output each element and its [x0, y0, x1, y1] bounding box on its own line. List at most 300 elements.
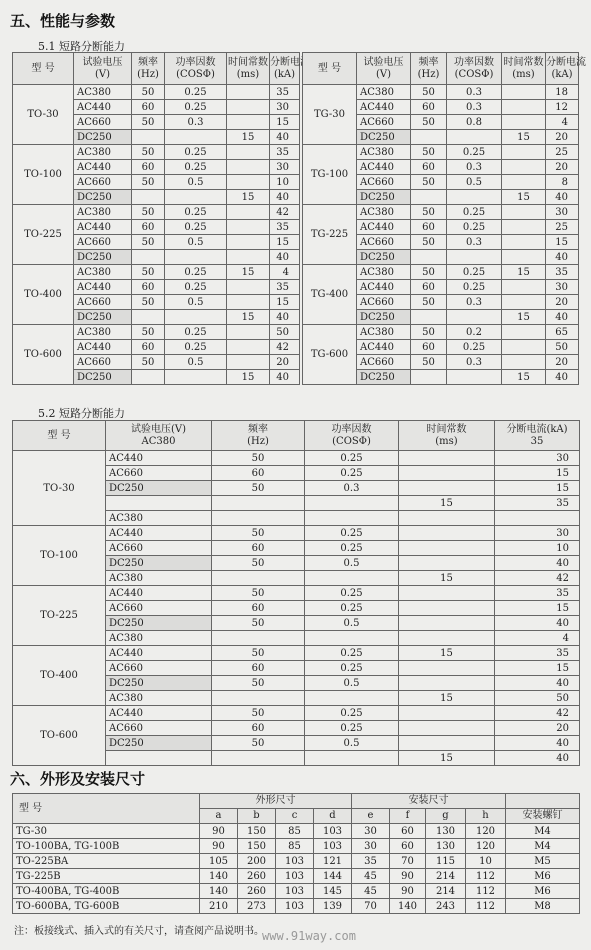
value-cell: 0.25 — [305, 466, 399, 481]
value-cell — [447, 370, 502, 385]
value-cell: 40 — [495, 751, 580, 766]
value-cell: 50 — [212, 616, 305, 631]
value-cell: 42 — [495, 706, 580, 721]
value-cell — [399, 481, 495, 496]
value-cell — [165, 190, 227, 205]
value-cell — [399, 706, 495, 721]
value-cell: 50 — [132, 85, 165, 100]
value-cell: 15 — [495, 661, 580, 676]
value-cell — [165, 130, 227, 145]
value-cell: AC380 — [74, 205, 132, 220]
col-pf: 功率因数 (COSΦ) — [305, 421, 399, 451]
table-row — [303, 265, 579, 280]
value-cell: AC380 — [357, 325, 411, 340]
value-cell: 90 — [390, 869, 426, 884]
table-row — [13, 899, 580, 914]
value-cell: 103 — [314, 824, 352, 839]
value-cell: 0.5 — [447, 175, 502, 190]
table-row — [13, 265, 300, 280]
value-cell — [502, 280, 546, 295]
col-bc: 分断电流(kA) 35 — [495, 421, 580, 451]
value-cell: 0.25 — [305, 706, 399, 721]
value-cell: 40 — [495, 556, 580, 571]
value-cell: 15 — [227, 370, 270, 385]
value-cell — [411, 190, 447, 205]
value-cell: 40 — [270, 130, 300, 145]
value-cell — [227, 280, 270, 295]
value-cell: 140 — [200, 869, 238, 884]
value-cell: 35 — [546, 265, 579, 280]
value-cell — [227, 250, 270, 265]
value-cell — [447, 130, 502, 145]
dim-col-b: b — [238, 809, 276, 824]
value-cell: AC440 — [357, 340, 411, 355]
value-cell: AC440 — [74, 220, 132, 235]
table-row — [13, 646, 580, 661]
table-row — [13, 706, 580, 721]
value-cell: AC440 — [74, 160, 132, 175]
value-cell — [447, 190, 502, 205]
value-cell: 0.5 — [165, 175, 227, 190]
value-cell: 30 — [352, 824, 390, 839]
value-cell: 0.5 — [305, 616, 399, 631]
table-row — [13, 85, 300, 100]
value-cell — [399, 736, 495, 751]
value-cell: 18 — [546, 85, 579, 100]
value-cell: AC380 — [357, 145, 411, 160]
value-cell — [106, 496, 212, 511]
value-cell: 200 — [238, 854, 276, 869]
value-cell: DC250 — [106, 676, 212, 691]
value-cell: 0.25 — [165, 265, 227, 280]
col-freq: 频率 (Hz) — [212, 421, 305, 451]
value-cell: 0.25 — [305, 541, 399, 556]
value-cell: 50 — [212, 676, 305, 691]
value-cell: AC660 — [357, 175, 411, 190]
value-cell: 0.25 — [447, 220, 502, 235]
value-cell: 15 — [227, 310, 270, 325]
table-5-1-left — [12, 52, 310, 385]
value-cell — [502, 220, 546, 235]
value-cell: 120 — [466, 839, 506, 854]
value-cell — [305, 691, 399, 706]
value-cell: DC250 — [106, 481, 212, 496]
value-cell: AC440 — [106, 586, 212, 601]
value-cell: DC250 — [106, 736, 212, 751]
value-cell: 0.5 — [305, 556, 399, 571]
dim-col-d: d — [314, 809, 352, 824]
value-cell: 50 — [212, 706, 305, 721]
col-screw: 安装螺钉 — [506, 809, 580, 824]
value-cell: 15 — [399, 751, 495, 766]
value-cell: 45 — [352, 869, 390, 884]
table-row — [13, 205, 300, 220]
value-cell: 90 — [390, 884, 426, 899]
value-cell: 4 — [270, 265, 300, 280]
value-cell — [227, 100, 270, 115]
model-cell: TG-600 — [303, 325, 357, 385]
col-freq: 频率 (Hz) — [132, 53, 165, 85]
watermark: www.91way.com — [262, 929, 356, 943]
value-cell: 145 — [314, 884, 352, 899]
value-cell: 0.3 — [447, 160, 502, 175]
value-cell: 112 — [466, 884, 506, 899]
value-cell: 50 — [411, 355, 447, 370]
value-cell: 0.25 — [305, 661, 399, 676]
value-cell — [502, 175, 546, 190]
table-row — [13, 451, 580, 466]
value-cell: 15 — [495, 481, 580, 496]
col-tc: 时间常数 (ms) — [399, 421, 495, 451]
value-cell: 50 — [546, 340, 579, 355]
value-cell: 214 — [426, 869, 466, 884]
value-cell — [502, 295, 546, 310]
model-cell: TO-30 — [13, 451, 106, 526]
value-cell: 50 — [212, 586, 305, 601]
value-cell — [132, 370, 165, 385]
value-cell: 50 — [132, 295, 165, 310]
value-cell: 112 — [466, 869, 506, 884]
value-cell: 60 — [132, 340, 165, 355]
value-cell: 15 — [502, 265, 546, 280]
value-cell — [502, 325, 546, 340]
value-cell: 15 — [502, 370, 546, 385]
value-cell: 15 — [270, 295, 300, 310]
value-cell — [399, 601, 495, 616]
table-row — [13, 586, 580, 601]
table-row — [13, 325, 300, 340]
value-cell: 30 — [270, 100, 300, 115]
value-cell: 50 — [132, 145, 165, 160]
value-cell: 45 — [352, 884, 390, 899]
value-cell: 60 — [411, 100, 447, 115]
value-cell: AC380 — [74, 325, 132, 340]
value-cell: 103 — [276, 854, 314, 869]
value-cell: AC660 — [74, 235, 132, 250]
value-cell: 50 — [495, 691, 580, 706]
value-cell: AC660 — [357, 235, 411, 250]
value-cell: 50 — [411, 115, 447, 130]
col-pf: 功率因数 (COSΦ) — [447, 53, 502, 85]
col-model: 型 号 — [13, 53, 74, 85]
value-cell: 40 — [270, 190, 300, 205]
value-cell — [399, 541, 495, 556]
value-cell — [399, 511, 495, 526]
value-cell: 243 — [426, 899, 466, 914]
value-cell: 0.25 — [447, 280, 502, 295]
value-cell: 0.25 — [447, 340, 502, 355]
value-cell: AC440 — [74, 340, 132, 355]
value-cell — [212, 511, 305, 526]
value-cell: DC250 — [74, 190, 132, 205]
model-cell: TO-100 — [13, 526, 106, 586]
col-model: 型 号 — [13, 794, 200, 824]
value-cell: 115 — [426, 854, 466, 869]
value-cell: 50 — [132, 265, 165, 280]
value-cell — [502, 235, 546, 250]
value-cell — [227, 160, 270, 175]
value-cell: AC440 — [357, 100, 411, 115]
value-cell: 90 — [200, 824, 238, 839]
value-cell: 60 — [411, 340, 447, 355]
value-cell — [305, 571, 399, 586]
value-cell: 15 — [227, 130, 270, 145]
value-cell: 0.25 — [305, 586, 399, 601]
value-cell: 0.25 — [165, 160, 227, 175]
model-cell: TG-30 — [303, 85, 357, 145]
value-cell — [212, 571, 305, 586]
value-cell: 50 — [132, 115, 165, 130]
value-cell: 50 — [411, 205, 447, 220]
value-cell: 60 — [132, 160, 165, 175]
value-cell: 60 — [212, 721, 305, 736]
value-cell: AC660 — [357, 355, 411, 370]
value-cell: AC380 — [357, 265, 411, 280]
value-cell — [227, 175, 270, 190]
value-cell: 40 — [546, 250, 579, 265]
value-cell: DC250 — [74, 370, 132, 385]
value-cell: 0.25 — [165, 205, 227, 220]
value-cell — [227, 85, 270, 100]
value-cell — [399, 466, 495, 481]
value-cell: 20 — [546, 130, 579, 145]
value-cell: 50 — [270, 325, 300, 340]
value-cell: 10 — [495, 541, 580, 556]
value-cell: 15 — [270, 115, 300, 130]
value-cell: 12 — [546, 100, 579, 115]
table-row — [13, 839, 580, 854]
value-cell: 50 — [411, 175, 447, 190]
value-cell: 0.3 — [447, 355, 502, 370]
value-cell: 50 — [411, 295, 447, 310]
value-cell: 0.5 — [305, 736, 399, 751]
value-cell: DC250 — [74, 130, 132, 145]
value-cell: 40 — [270, 370, 300, 385]
table-row — [13, 526, 580, 541]
value-cell — [502, 145, 546, 160]
value-cell: AC440 — [357, 280, 411, 295]
subtitle-5-2: 5.2 短路分断能力 — [38, 407, 125, 420]
value-cell: 42 — [495, 571, 580, 586]
value-cell: AC440 — [357, 220, 411, 235]
value-cell: 60 — [132, 220, 165, 235]
value-cell: 20 — [270, 355, 300, 370]
value-cell: 15 — [399, 496, 495, 511]
value-cell: AC660 — [106, 721, 212, 736]
value-cell: 15 — [502, 190, 546, 205]
model-cell: TG-400 — [303, 265, 357, 325]
value-cell: 25 — [546, 220, 579, 235]
value-cell: 30 — [495, 526, 580, 541]
value-cell: 139 — [314, 899, 352, 914]
value-cell — [399, 451, 495, 466]
model-cell: TO-225BA — [13, 854, 200, 869]
value-cell: 0.25 — [305, 451, 399, 466]
value-cell — [399, 616, 495, 631]
value-cell: 15 — [495, 466, 580, 481]
value-cell: M6 — [506, 884, 580, 899]
value-cell: 40 — [495, 736, 580, 751]
value-cell — [212, 496, 305, 511]
value-cell: 60 — [132, 280, 165, 295]
value-cell — [502, 85, 546, 100]
value-cell: 60 — [212, 541, 305, 556]
dim-col-c: c — [276, 809, 314, 824]
value-cell: 214 — [426, 884, 466, 899]
value-cell: AC660 — [106, 466, 212, 481]
model-cell: TO-600 — [13, 706, 106, 766]
value-cell: DC250 — [357, 310, 411, 325]
value-cell: 70 — [390, 854, 426, 869]
table-row — [13, 854, 580, 869]
value-cell: AC380 — [106, 631, 212, 646]
value-cell: 60 — [411, 220, 447, 235]
value-cell: 0.25 — [305, 601, 399, 616]
value-cell: 8 — [546, 175, 579, 190]
value-cell: 50 — [132, 175, 165, 190]
value-cell: 0.3 — [447, 235, 502, 250]
value-cell — [227, 355, 270, 370]
value-cell — [165, 250, 227, 265]
value-cell — [132, 250, 165, 265]
value-cell: 40 — [546, 310, 579, 325]
value-cell: 130 — [426, 824, 466, 839]
col-voltage: 试验电压 (V) — [357, 53, 411, 85]
value-cell — [305, 511, 399, 526]
value-cell: 0.3 — [447, 100, 502, 115]
value-cell: 50 — [212, 526, 305, 541]
value-cell: 0.25 — [447, 265, 502, 280]
dim-col-f: f — [390, 809, 426, 824]
value-cell: 0.25 — [447, 205, 502, 220]
value-cell: M8 — [506, 899, 580, 914]
dim-col-a: a — [200, 809, 238, 824]
table-dimensions — [12, 793, 580, 914]
value-cell: 85 — [276, 824, 314, 839]
value-cell: 35 — [270, 85, 300, 100]
model-cell: TO-100 — [13, 145, 74, 205]
value-cell — [132, 310, 165, 325]
value-cell: 60 — [390, 839, 426, 854]
col-freq: 频率 (Hz) — [411, 53, 447, 85]
model-cell: TO-400BA, TG-400B — [13, 884, 200, 899]
value-cell: 0.25 — [165, 85, 227, 100]
value-cell: 103 — [276, 869, 314, 884]
value-cell — [502, 160, 546, 175]
value-cell: 35 — [495, 496, 580, 511]
model-cell: TO-30 — [13, 85, 74, 145]
model-cell: TG-225B — [13, 869, 200, 884]
value-cell: 0.25 — [165, 325, 227, 340]
value-cell: 0.8 — [447, 115, 502, 130]
value-cell — [399, 556, 495, 571]
table-row — [13, 869, 580, 884]
value-cell: AC380 — [106, 571, 212, 586]
table-row — [303, 145, 579, 160]
value-cell: 103 — [314, 839, 352, 854]
value-cell: 144 — [314, 869, 352, 884]
value-cell: AC380 — [357, 85, 411, 100]
value-cell: 42 — [270, 340, 300, 355]
value-cell — [411, 130, 447, 145]
value-cell: AC660 — [74, 175, 132, 190]
value-cell: 50 — [212, 451, 305, 466]
value-cell: 0.25 — [305, 646, 399, 661]
model-cell: TG-30 — [13, 824, 200, 839]
section6-title: 六、外形及安装尺寸 — [10, 770, 146, 788]
value-cell: M5 — [506, 854, 580, 869]
value-cell — [212, 751, 305, 766]
value-cell: DC250 — [106, 616, 212, 631]
value-cell: 120 — [466, 824, 506, 839]
value-cell: 40 — [546, 370, 579, 385]
value-cell — [165, 370, 227, 385]
value-cell — [411, 310, 447, 325]
value-cell: 260 — [238, 869, 276, 884]
col-mount-size: 安装尺寸 — [352, 794, 506, 809]
value-cell: 35 — [270, 220, 300, 235]
value-cell: 40 — [495, 616, 580, 631]
model-cell: TO-400 — [13, 265, 74, 325]
value-cell: 70 — [352, 899, 390, 914]
value-cell — [447, 250, 502, 265]
value-cell: AC660 — [74, 355, 132, 370]
value-cell: 0.5 — [305, 676, 399, 691]
value-cell: AC380 — [357, 205, 411, 220]
value-cell: 50 — [132, 235, 165, 250]
value-cell: 35 — [352, 854, 390, 869]
value-cell — [305, 496, 399, 511]
value-cell: 4 — [495, 631, 580, 646]
value-cell — [495, 511, 580, 526]
value-cell: AC440 — [106, 526, 212, 541]
model-cell: TG-100 — [303, 145, 357, 205]
value-cell: 15 — [399, 691, 495, 706]
value-cell — [132, 190, 165, 205]
value-cell: 4 — [546, 115, 579, 130]
value-cell: AC380 — [74, 85, 132, 100]
value-cell: 150 — [238, 824, 276, 839]
value-cell: 105 — [200, 854, 238, 869]
value-cell: 90 — [200, 839, 238, 854]
value-cell — [227, 295, 270, 310]
subtitle-5-1: 5.1 短路分断能力 — [38, 40, 125, 53]
model-cell: TG-225 — [303, 205, 357, 265]
value-cell: 10 — [270, 175, 300, 190]
value-cell: AC660 — [106, 541, 212, 556]
value-cell: 140 — [200, 884, 238, 899]
value-cell: AC660 — [74, 115, 132, 130]
value-cell: AC440 — [357, 160, 411, 175]
col-blank — [506, 794, 580, 809]
value-cell: 10 — [466, 854, 506, 869]
value-cell: 0.25 — [165, 280, 227, 295]
table-row — [303, 325, 579, 340]
value-cell — [399, 661, 495, 676]
value-cell: AC380 — [74, 145, 132, 160]
value-cell: 0.25 — [165, 100, 227, 115]
value-cell: 0.2 — [447, 325, 502, 340]
col-voltage: 试验电压(V) AC380 — [106, 421, 212, 451]
model-cell: TO-225 — [13, 586, 106, 646]
value-cell — [227, 115, 270, 130]
value-cell — [305, 631, 399, 646]
col-tc: 时间常数 (ms) — [227, 53, 270, 85]
value-cell: 50 — [411, 85, 447, 100]
value-cell: 15 — [399, 571, 495, 586]
value-cell — [227, 205, 270, 220]
value-cell: DC250 — [357, 370, 411, 385]
